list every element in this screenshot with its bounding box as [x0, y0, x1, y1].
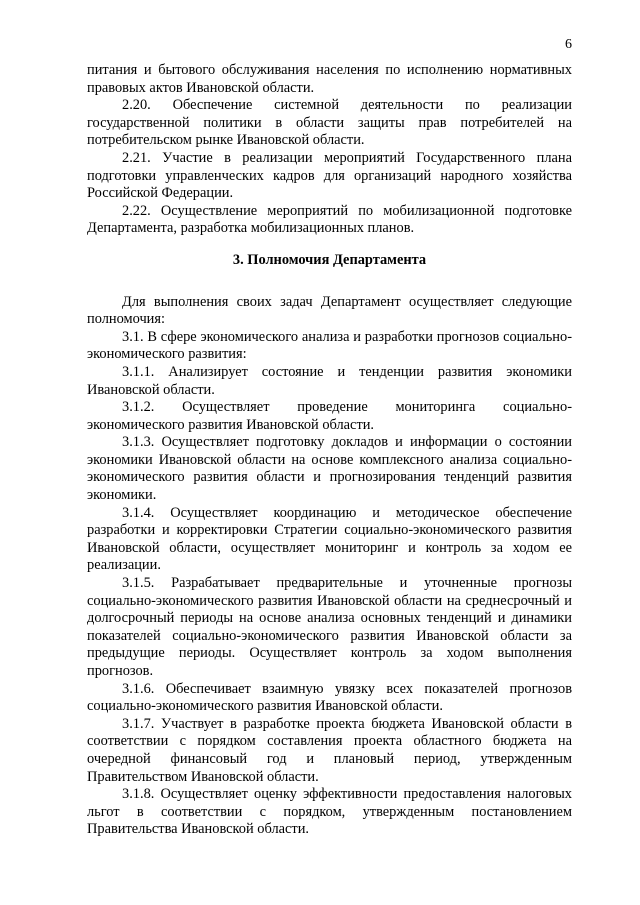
paragraph-3-1-8: 3.1.8. Осуществляет оценку эффективности предоставления налоговых льгот в соответствии с порядком, утвержденным постановлением Правительства Ивановской области.	[87, 786, 572, 838]
page-number: 6	[565, 37, 572, 52]
paragraph-3-1-4: 3.1.4. Осуществляет координацию и методическое обеспечение разработки и корректировки Стратегии социально-экономического развития Ивановской области, осуществляет мониторинг и контроль за ходом ее реализации.	[87, 504, 572, 574]
paragraph-3-1-1: 3.1.1. Анализирует состояние и тенденции развития экономики Ивановской области.	[87, 363, 572, 398]
document-body	[87, 62, 572, 839]
paragraph-3-1-6: 3.1.6. Обеспечивает взаимную увязку всех показателей прогнозов социально-экономического развития Ивановской области.	[87, 680, 572, 715]
paragraph-3-1-3: 3.1.3. Осуществляет подготовку докладов и информации о состоянии экономики Ивановской области на основе комплексного анализа социально-экономического развития области и прогнозирования тенденций развития экономики.	[87, 434, 572, 504]
paragraph-3-1: 3.1. В сфере экономического анализа и разработки прогнозов социально-экономического развития:	[87, 328, 572, 363]
section-heading: 3. Полномочия Департамента	[232, 251, 427, 268]
paragraph-intro: Для выполнения своих задач Департамент осуществляет следующие полномочия:	[87, 293, 572, 328]
paragraph-3-1-5: 3.1.5. Разрабатывает предварительные и уточненные прогнозы социально-экономического развития Ивановской области на среднесрочный и долгосрочный периоды на основе анализа основных тенденций и динамики показателей социально-экономического развития Ивановской области за предыдущие периоды. Осуществляет контроль за ходом выполнения прогнозов.	[87, 575, 572, 679]
paragraph-continuation: питания и бытового обслуживания населения по исполнению нормативных правовых актов Ивановской области.	[87, 62, 572, 96]
paragraph-3-1-7: 3.1.7. Участвует в разработке проекта бюджета Ивановской области в соответствии с порядком составления проекта областного бюджета на очередной финансовый год и плановый период, утвержденным Правительством Ивановской области.	[87, 715, 572, 785]
paragraph-2-22: 2.22. Осуществление мероприятий по мобилизационной подготовке Департамента, разработка мобилизационных планов.	[87, 202, 572, 237]
paragraph-3-1-2: 3.1.2. Осуществляет проведение мониторинга социально-экономического развития Ивановской области.	[87, 399, 572, 433]
paragraph-2-20: 2.20. Обеспечение системной деятельности по реализации государственной политики в области защиты прав потребителей на потребительском рынке Ивановской области.	[87, 97, 572, 149]
paragraph-2-21: 2.21. Участие в реализации мероприятий Государственного плана подготовки управленческих кадров для организаций народного хозяйства Российской Федерации.	[87, 149, 572, 202]
